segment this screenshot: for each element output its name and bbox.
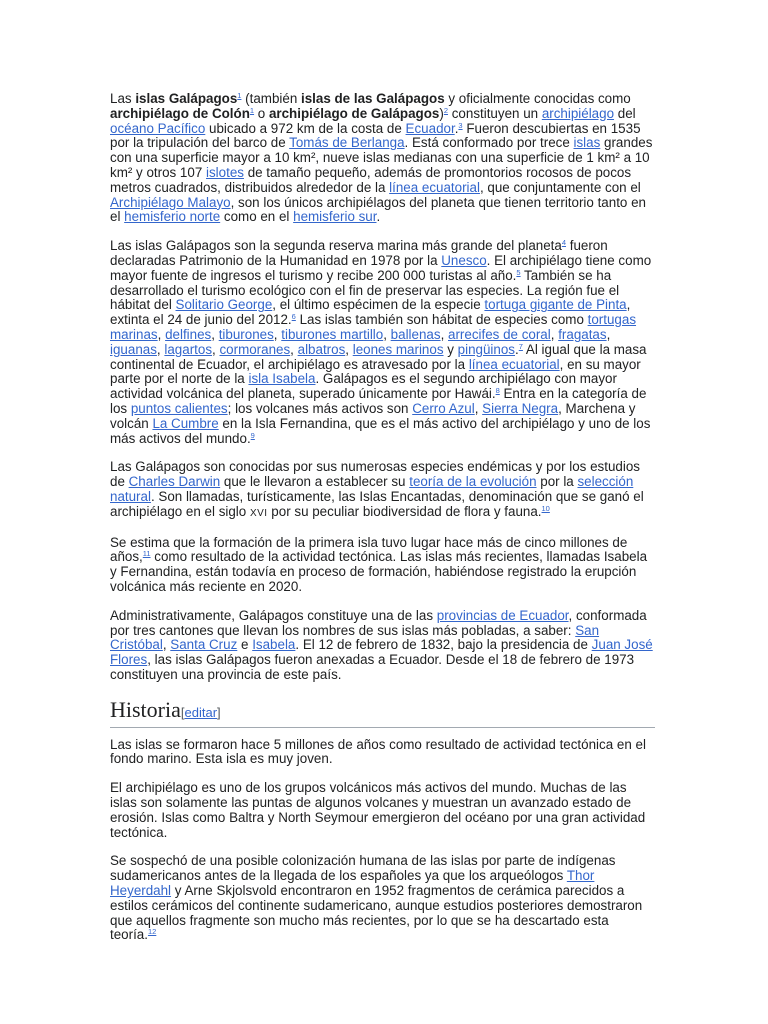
article-link[interactable]: islotes <box>206 164 244 180</box>
article-link[interactable]: línea ecuatorial <box>389 179 480 195</box>
bold-term: archipiélago de Colón <box>110 105 250 121</box>
article-link[interactable]: teoría de la evolución <box>409 474 537 490</box>
article-link[interactable]: Ecuador <box>405 120 455 136</box>
marine-reserve-paragraph: Las islas Galápagos son la segunda reserva marina más grande del planeta$^4$ fueron declaradas Patrimonio de la Humanidad en 1978 por la Unesco. El archipiélago tiene como mayor fuente de ingresos el turismo y recibe 200 000 turistas al año.$^5$ También se ha desarrollado el turismo ecológico con el fin de preservar las especies. La región fue el hábitat del Solitario George, el último espécimen de la especie tortuga gigante de Pinta, extinta el 24 de junio del 2012.$^6$ Las islas también son hábitat de especies como tortugas marinas, delfines, tiburones, tiburones martillo, ballenas, arrecifes de coral, fragatas, iguanas, lagartos, cormoranes, albatros, leones marinos y pingüinos.$^7$ Al igual que la masa continental de Ecuador, el archipiélago es atravesado por la línea ecuatorial, en su mayor parte por el norte de la isla Isabela. Galápagos es el segundo archipiélago con mayor actividad volcánica del planeta, superado únicamente por Hawái.$^8$ Entra en la categoría de los puntos calientes; los volcanes más activos son Cerro Azul, Sierra Negra, Marchena y volcán La Cumbre en la Isla Fernandina, que es el más activo del archipiélago y uno de los más activos del mundo.$^9$ <box>110 238 652 446</box>
article-link[interactable]: hemisferio sur <box>293 209 377 225</box>
citation-link[interactable]: 3 <box>458 120 463 130</box>
article-link[interactable]: tiburones martillo <box>281 326 384 342</box>
citation-link[interactable]: 2 <box>443 105 449 115</box>
article-link[interactable]: Santa Cruz <box>170 637 238 653</box>
citation-link[interactable]: 1 <box>249 105 255 115</box>
citation-link[interactable]: 6 <box>291 312 296 322</box>
article-link[interactable]: Cerro Azul <box>412 400 475 416</box>
citation-link[interactable]: 8 <box>495 386 500 396</box>
formation-paragraph: Se estima que la formación de la primera isla tuvo lugar hace más de cinco millones de años,$^{11}$ como resultado de la actividad tectónica. Las islas más recientes, llamadas Isabela y Fernandina, están todavía en proceso de formación, habiéndose registrado la erupción volcánica más reciente en 2020. <box>110 534 648 594</box>
citation-link[interactable]: 11 <box>142 549 151 559</box>
intro-paragraph: Las islas Galápagos$^1$ (también islas de las Galápagos y oficialmente conocidas como archipiélago de Colón$^1$ o archipiélago de Galápagos)$^2$ constituyen un archipiélago del océano Pacífico ubicado a 972 km de la costa de Ecuador.$^3$ Fueron descubiertas en 1535 por la tripulación del barco de Tomás de Berlanga. Está conformado por trece islas grandes con una superficie mayor a 10 km², nueve islas medianas con una superficie de 1 km² a 10 km² y otros 107 islotes de tamaño pequeño, además de promontorios rocosos de pocos metros cuadrados, distribuidos alrededor de la línea ecuatorial, que conjuntamente con el Archipiélago Malayo, son los únicos archipiélagos del planeta que tienen territorio tanto en el hemisferio norte como en el hemisferio sur. <box>110 91 653 225</box>
section-heading-historia <box>110 697 655 728</box>
article-link[interactable]: San Cristóbal <box>110 622 600 653</box>
citation-link[interactable]: 10 <box>541 503 550 513</box>
article-link[interactable]: delfines <box>165 326 212 342</box>
article-link[interactable]: Thor Heyerdahl <box>110 868 595 899</box>
article-body <box>110 92 655 957</box>
article-link[interactable]: línea ecuatorial <box>468 356 560 372</box>
citation-link[interactable]: 7 <box>518 341 523 351</box>
article-link[interactable]: Solitario George <box>175 297 273 313</box>
edit-section-control: [editar] <box>180 704 221 720</box>
article-link[interactable]: fragatas <box>558 326 607 342</box>
section-title: Historia <box>110 696 181 722</box>
history-paragraph: Las islas se formaron hace 5 millones de años como resultado de actividad tectónica en el fondo marino. Esta isla es muy joven. <box>110 736 646 767</box>
article-link[interactable]: albatros <box>297 341 346 357</box>
article-link[interactable]: Unesco <box>441 252 487 268</box>
small-caps-text: XVI <box>249 507 268 519</box>
bold-term: archipiélago de Galápagos <box>268 105 440 121</box>
bold-term: islas de las Galápagos <box>301 91 445 106</box>
citation-link[interactable]: 1 <box>237 91 242 100</box>
citation-link[interactable]: 9 <box>250 430 255 440</box>
article-link[interactable]: ballenas <box>390 326 441 342</box>
article-link[interactable]: arrecifes de coral <box>448 326 551 342</box>
article-link[interactable]: selección natural <box>110 474 634 504</box>
article-link[interactable]: océano Pacífico <box>110 120 206 136</box>
article-link[interactable]: lagartos <box>164 341 213 357</box>
article-link[interactable]: Tomás de Berlanga <box>289 135 405 151</box>
article-link[interactable]: cormoranes <box>219 341 291 357</box>
article-link[interactable]: La Cumbre <box>152 415 219 431</box>
article-link[interactable]: pingüinos <box>457 341 516 357</box>
article-link[interactable]: Juan José Flores <box>110 637 653 668</box>
article-link[interactable]: islas <box>573 135 601 151</box>
darwin-paragraph: Las Galápagos son conocidas por sus numerosas especies endémicas y por los estudios de Charles Darwin que le llevaron a establecer su teoría de la evolución por la selección natural. Son llamadas, turísticamente, las Islas Encantadas, denominación que se ganó el archipiélago en el siglo XVI por su peculiar biodiversidad de flora y fauna.$^{10}$ <box>110 459 644 519</box>
article-link[interactable]: hemisferio norte <box>124 209 221 225</box>
citation-link[interactable]: 12 <box>147 927 157 937</box>
edit-section-link[interactable]: editar <box>184 704 218 720</box>
citation-link[interactable]: 5 <box>516 267 521 277</box>
article-link[interactable]: Charles Darwin <box>128 474 221 490</box>
article-link[interactable]: archipiélago <box>541 105 615 121</box>
article-link[interactable]: Sierra Negra <box>482 400 559 416</box>
article-link[interactable]: tiburones <box>218 326 274 342</box>
article-link[interactable]: provincias de Ecuador <box>436 607 569 623</box>
citation-link[interactable]: 4 <box>561 238 567 248</box>
article-link[interactable]: leones marinos <box>352 341 444 357</box>
bold-term: islas Galápagos <box>135 91 238 106</box>
history-paragraph: El archipiélago es uno de los grupos volcánicos más activos del mundo. Muchas de las islas son solamente las puntas de algunos volcanes y muestran un avanzado estado de erosión. Islas como Baltra y North Seymour emergieron del océano por una gran actividad tectónica. <box>110 780 646 840</box>
article-link[interactable]: puntos calientes <box>130 400 228 416</box>
administration-paragraph: Administrativamente, Galápagos constituye una de las provincias de Ecuador, conformada por tres cantones que llevan los nombres de sus islas más pobladas, a saber: San Cristóbal, Santa Cruz e Isabela. El 12 de febrero de 1832, bajo la presidencia de Juan José Flores, las islas Galápagos fueron anexadas a Ecuador. Desde el 18 de febrero de 1973 constituyen una provincia de este país. <box>110 607 653 682</box>
article-link[interactable]: tortugas marinas <box>110 312 637 342</box>
article-link[interactable]: isla Isabela <box>248 371 316 387</box>
article-link[interactable]: Archipiélago Malayo <box>110 194 231 210</box>
article-link[interactable]: Isabela <box>252 637 296 653</box>
article-link[interactable]: tortuga gigante de Pinta <box>484 297 627 313</box>
article-link[interactable]: iguanas <box>110 341 157 357</box>
history-paragraph: Se sospechó de una posible colonización humana de las islas por parte de indígenas sudamericanos antes de la llegada de los españoles ya que los arqueólogos Thor Heyerdahl y Arne Skjolsvold encontraron en 1952 fragmentos de cerámica parecidos a estilos cerámicos del continente sudamericano, aunque estudios posteriores demostraron que aquellos fragmente son mucho más recientes, por lo que se ha descartado esta teoría.$^{12}$ <box>110 853 643 943</box>
